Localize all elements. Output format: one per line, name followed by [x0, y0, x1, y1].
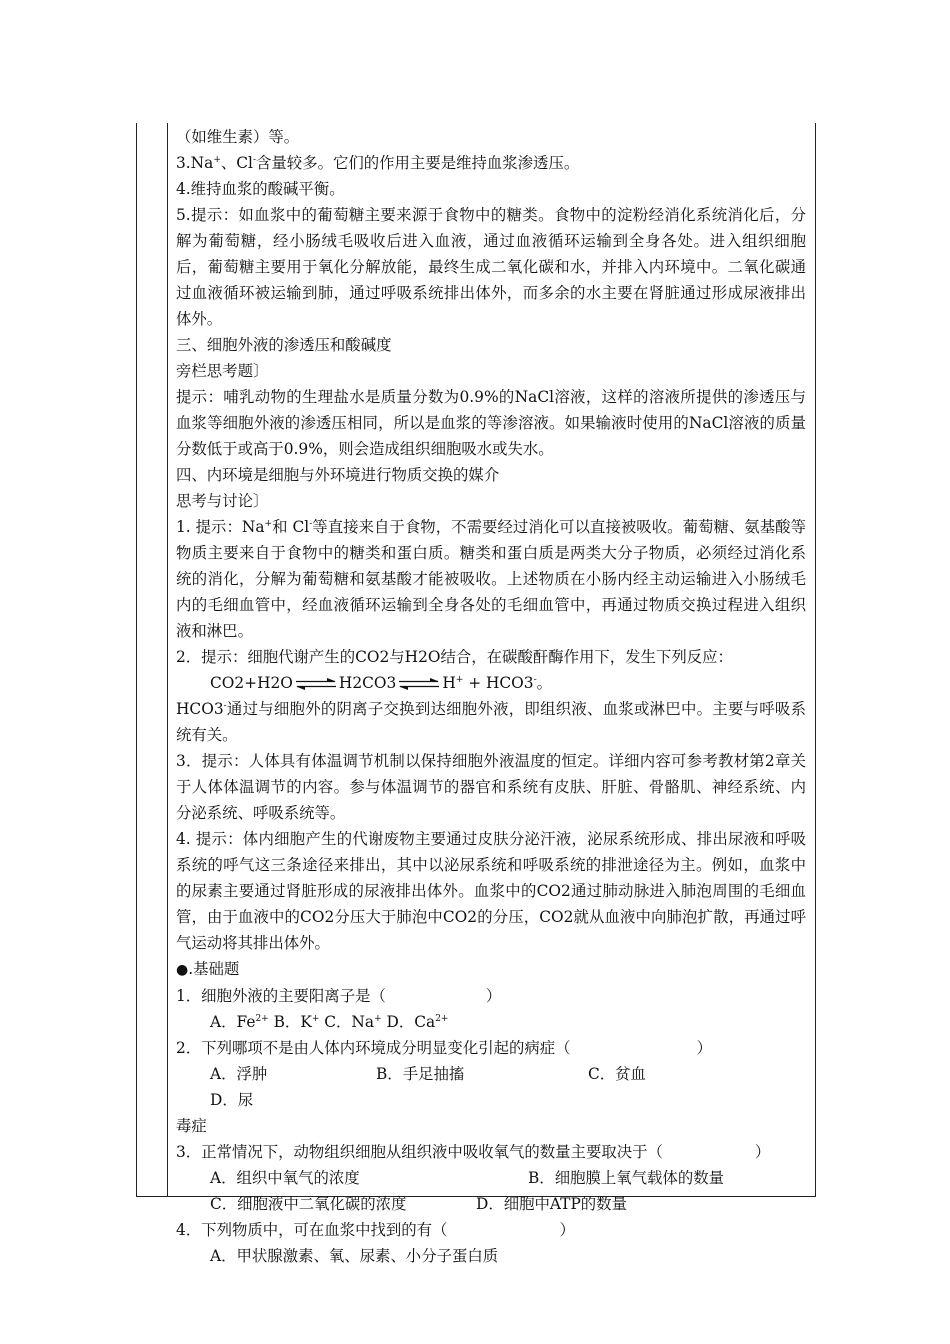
- reversible-arrow-icon: [398, 678, 440, 690]
- table-border-right: [815, 123, 816, 1197]
- paragraph: 2．提示：细胞代谢产生的CO2与H2O结合，在碳酸酐酶作用下，发生下列反应：: [176, 648, 733, 666]
- question-options: A．浮肿 B．手足抽搐 C．贫血D．尿: [210, 1065, 646, 1109]
- chemical-equation: CO2+H2O H2CO3 H+ + HCO3-。: [210, 674, 553, 692]
- text-line: （如维生素）等。: [176, 128, 300, 146]
- section-heading: ●.基础题: [176, 960, 240, 978]
- question-options: A．甲状腺激素、氧、尿素、小分子蛋白质: [210, 1247, 499, 1265]
- question-options: A．组织中氧气的浓度 B．细胞膜上氧气载体的数量: [210, 1169, 724, 1187]
- question-options: C．细胞液中二氧化碳的浓度 D．细胞中ATP的数量: [210, 1195, 627, 1213]
- paragraph: HCO3-通过与细胞外的阴离子交换到达细胞外液，即组织液、血浆或淋巴中。主要与呼吸系统有关。: [176, 700, 806, 744]
- table-border-left: [136, 123, 137, 1197]
- question-stem: 2．下列哪项不是由人体内环境成分明显变化引起的病症（ ）: [176, 1039, 712, 1057]
- subheading: 思考与讨论〕: [176, 492, 269, 510]
- question-stem: 1．细胞外液的主要阳离子是（ ）: [176, 987, 502, 1005]
- paragraph: 3．提示：人体具有体温调节机制以保持细胞外液温度的恒定。详细内容可参考教材第2章关于人体体温调节的内容。参与体温调节的器官和系统有皮肤、肝脏、骨骼肌、神经系统、内分泌系统、呼吸系统等。: [176, 752, 806, 822]
- section-heading: 四、内环境是细胞与外环境进行物质交换的媒介: [176, 466, 500, 484]
- document-body: [176, 124, 806, 1269]
- paragraph: 1. 提示：Na+和 Cl-等直接来自于食物，不需要经过消化可以直接被吸收。葡萄糖、氨基酸等物质主要来自于食物中的糖类和蛋白质。糖类和蛋白质是两类大分子物质，必须经过消化系统的消化，分解为葡萄糖和氨基酸才能被吸收。上述物质在小肠内经主动运输进入小肠绒毛内的毛细血管中，经血液循环运输到全身各处的毛细血管中，再通过物质交换过程进入组织液和淋巴。: [176, 518, 806, 640]
- question-stem: 3．正常情况下，动物组织细胞从组织液中吸收氧气的数量主要取决于（ ）: [176, 1143, 771, 1161]
- reversible-arrow-icon: [295, 678, 337, 690]
- bullet-icon: ●: [176, 962, 189, 978]
- text-line: 3.Na+、Cl-含量较多。它们的作用主要是维持血浆渗透压。: [176, 154, 580, 172]
- section-heading: 三、细胞外液的渗透压和酸碱度: [176, 336, 392, 354]
- paragraph: 5.提示：如血浆中的葡萄糖主要来源于食物中的糖类。食物中的淀粉经消化系统消化后，分解为葡萄糖，经小肠绒毛吸收后进入血液，通过血液循环运输到全身各处。进入组织细胞后，葡萄糖主要用于氧化分解放能，最终生成二氧化碳和水，并排入内环境中。二氧化碳通过血液循环被运输到肺，通过呼吸系统排出体外，而多余的水主要在肾脏通过形成尿液排出体外。: [176, 206, 806, 328]
- text-line: 4.维持血浆的酸碱平衡。: [176, 180, 345, 198]
- question-options-continued: 毒症: [176, 1117, 207, 1135]
- question-options: A．$Fe^{2+}$ B．K+ C．Na+ D．$Ca^{2+}$: [210, 1013, 449, 1031]
- question-stem: 4．下列物质中，可在血浆中找到的有（ ）: [176, 1221, 575, 1239]
- paragraph: 提示：哺乳动物的生理盐水是质量分数为0.9%的NaCl溶液，这样的溶液所提供的渗透压与血浆等细胞外液的渗透压相同，所以是血浆的等渗溶液。如果输液时使用的NaCl溶液的质量分数低于或高于0.9%，则会造成组织细胞吸水或失水。: [176, 388, 806, 458]
- subheading: 旁栏思考题〕: [176, 362, 269, 380]
- table-column-divider: [167, 123, 168, 1197]
- paragraph: 4. 提示：体内细胞产生的代谢废物主要通过皮肤分泌汗液，泌尿系统形成、排出尿液和呼吸系统的呼气这三条途径来排出，其中以泌尿系统和呼吸系统的排泄途径为主。例如，血浆中的尿素主要通过肾脏形成的尿液排出体外。血浆中的CO2通过肺动脉进入肺泡周围的毛细血管，由于血液中的CO2分压大于肺泡中CO2的分压，CO2就从血液中向肺泡扩散，再通过呼气运动将其排出体外。: [176, 830, 806, 952]
